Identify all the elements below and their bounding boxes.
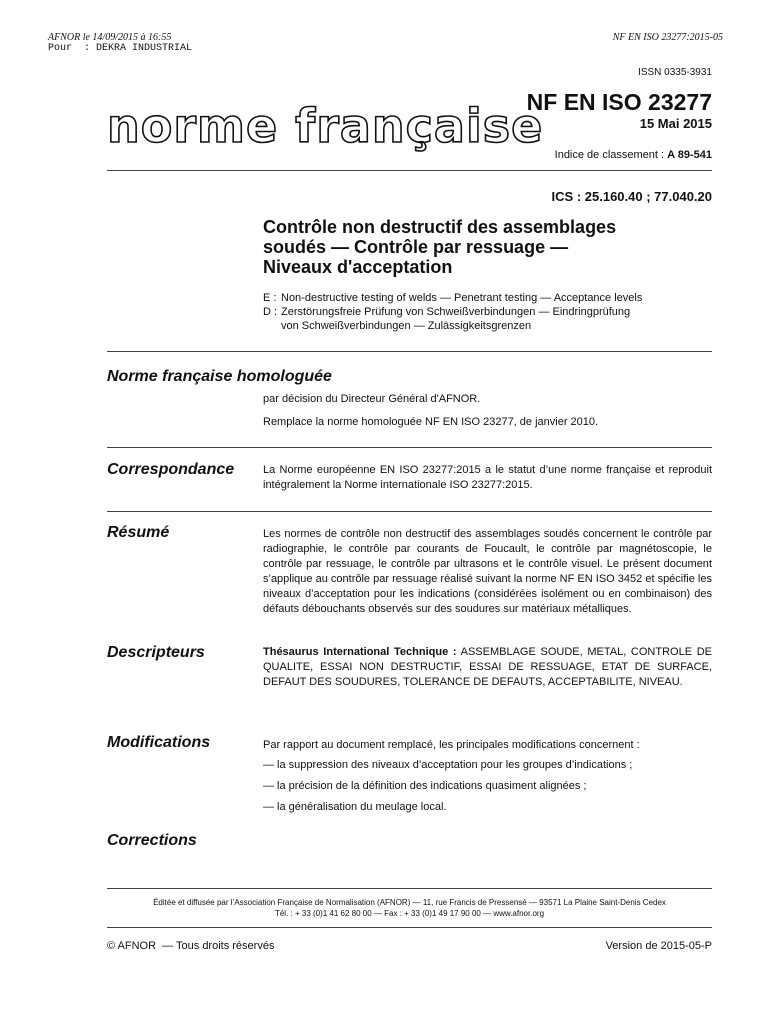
thesaurus-terms: ASSEMBLAGE SOUDE, METAL, CONTROLE DE QUALITE, ESSAI NON DESTRUCTIF, ESSAI DE RESSUAGE, ETAT DE SURFACE, DEFAUT DES SOUDURES, TOLERANCE DE DEFAUTS, ACCEPTABILITE, NIVEAU.: [263, 646, 713, 688]
section-heading-homologuee: Norme française homologuée: [107, 368, 332, 385]
classification-value: A 89-541: [667, 149, 712, 161]
resume-text: Les normes de contrôle non destructif des assemblages soudés concernent le contrôle par radiographie, le contrôle par courants de Foucault, le contrôle par magnétoscopie, le contrôle par ressuage, le contrôle par ultrasons et le contrôle visuel. Le présent document s’applique au contrôle par ressuage réalisé suivant la norme NF EN ISO 3452 et spécifie les niveaux d’acceptation pour les indications (considérées isolément ou en combinaison) des défauts débouchants observés sur des soudures sur matériaux métalliques.: [263, 528, 712, 615]
title-line: soudés — Contrôle par ressuage —: [263, 237, 569, 257]
section-heading-descripteurs: Descripteurs: [107, 644, 205, 661]
divider: [107, 511, 712, 512]
modification-item: — la suppression des niveaux d’acceptation pour les groupes d’indications ;: [263, 759, 633, 771]
classification-label: Indice de classement :: [554, 149, 668, 161]
lang-key-en: E :: [263, 292, 277, 304]
divider: [107, 888, 712, 889]
footer-contact: Tél. : + 33 (0)1 41 62 80 00 — Fax : + 33 (0)1 49 17 90 00 — www.afnor.org: [274, 909, 545, 918]
title-en: Non-destructive testing of welds — Penetrant testing — Acceptance levels: [281, 292, 643, 304]
section-heading-correspondance: Correspondance: [107, 461, 235, 478]
brand-logo-text: norme française: [107, 99, 544, 153]
lang-key-de: D :: [263, 306, 278, 318]
correspondance-text: La Norme européenne EN ISO 23277:2015 a le statut d’une norme française et reproduit intégralement la Norme internationale ISO 23277:2015.: [263, 464, 712, 491]
ics-codes: ICS : 25.160.40 ; 77.040.20: [551, 189, 712, 204]
modifications-intro: Par rapport au document remplacé, les principales modifications concernent :: [263, 739, 640, 751]
section-heading-resume: Résumé: [107, 524, 170, 541]
issn: ISSN 0335-3931: [638, 67, 712, 78]
stamp-reference: NF EN ISO 23277:2015-05: [612, 32, 723, 43]
stamp-pour-line: Pour : DEKRA INDUSTRIAL: [48, 43, 193, 54]
standard-code: NF EN ISO 23277: [526, 89, 712, 115]
thesaurus-label: Thésaurus International Technique :: [263, 646, 457, 658]
title-de-line1: Zerstörungsfreie Prüfung von Schweißverbindungen — Eindringprüfung: [281, 306, 631, 318]
modification-item: — la précision de la définition des indications quasiment alignées ;: [263, 780, 587, 792]
divider: [107, 927, 712, 928]
homologuee-line1: par décision du Directeur Général d'AFNOR.: [263, 393, 481, 405]
section-heading-corrections: Corrections: [107, 832, 197, 849]
modification-item: — la généralisation du meulage local.: [263, 801, 447, 813]
stamp-date-line: AFNOR le 14/09/2015 à 16:55: [48, 32, 172, 43]
homologuee-line2: Remplace la norme homologuée NF EN ISO 23277, de janvier 2010.: [263, 416, 599, 428]
title-de-line2: von Schweißverbindungen — Zulässigkeitsgrenzen: [281, 320, 532, 332]
version: Version de 2015-05-P: [605, 940, 712, 952]
copyright: © AFNOR — Tous droits réservés: [107, 940, 275, 952]
title-line: Niveaux d'acceptation: [263, 257, 453, 277]
descripteurs-text: [263, 645, 712, 690]
document-title: [263, 217, 703, 277]
section-heading-modifications: Modifications: [107, 734, 211, 751]
divider: [107, 351, 712, 352]
publication-date: 15 Mai 2015: [639, 116, 712, 131]
classification-index: [555, 149, 712, 161]
title-line: Contrôle non destructif des assemblages: [263, 217, 617, 237]
title-translations: [263, 291, 723, 333]
divider: [107, 170, 712, 171]
divider: [107, 447, 712, 448]
footer-publisher: Éditée et diffusée par l’Association Française de Normalisation (AFNOR) — 11, rue Francis de Pressensé — 93571 La Plaine Saint-Denis Cedex: [153, 898, 666, 907]
